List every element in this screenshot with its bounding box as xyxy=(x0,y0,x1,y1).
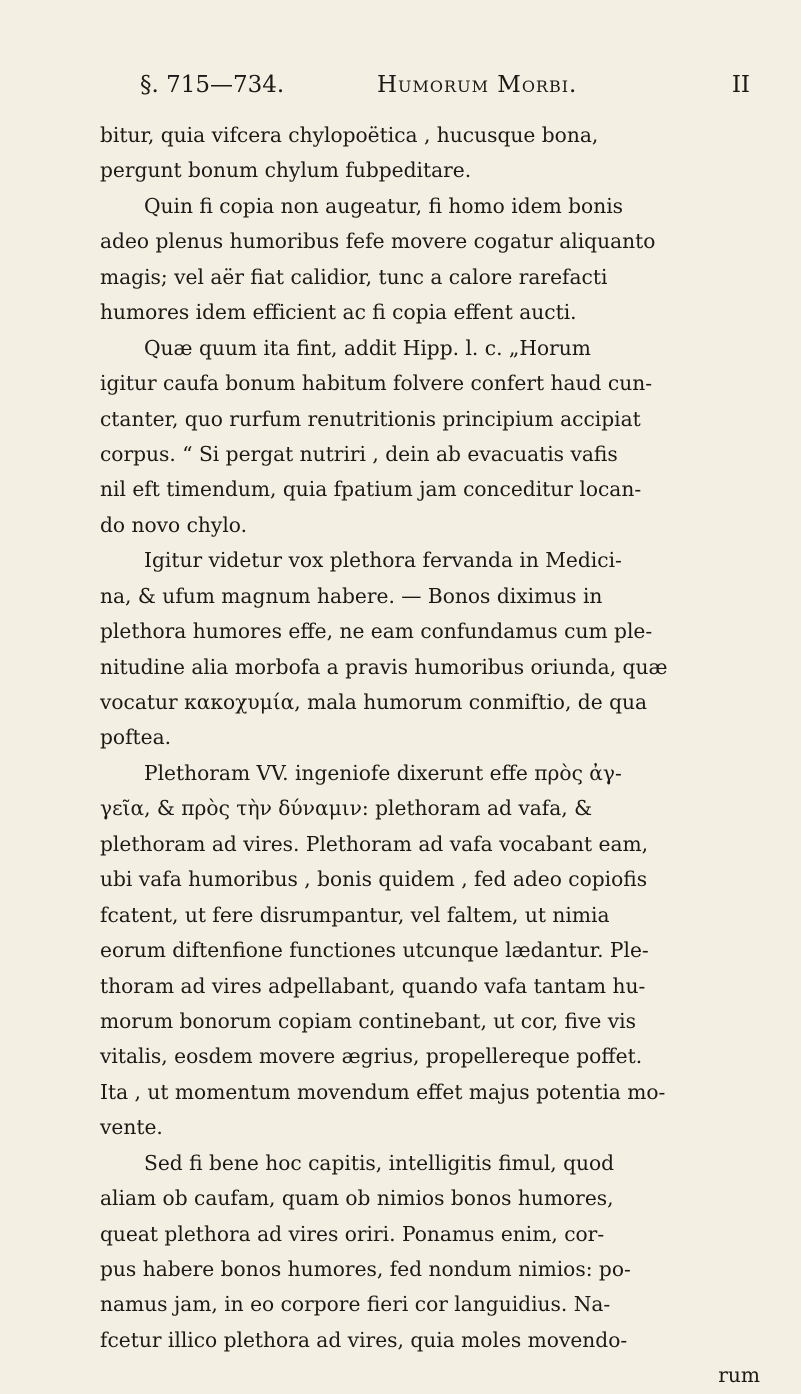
catchword: rum xyxy=(718,1363,760,1388)
text-line: nitudine alia morbofa a pravis humoribus oriunda, quæ xyxy=(100,654,668,679)
text-line: do novo chylo. xyxy=(100,512,248,537)
text-line: queat plethora ad vires oriri. Ponamus enim, cor- xyxy=(100,1221,605,1246)
text-line: plethora humores effe, ne eam confundamus cum ple- xyxy=(100,619,653,644)
text-line: γεῖα, & πρὸς τὴν δύναμιν: plethoram ad vafa, & xyxy=(100,796,593,821)
text-line: igitur caufa bonum habitum folvere confert haud cun- xyxy=(100,371,653,396)
text-line: humores idem efficient ac fi copia effent aucti. xyxy=(100,300,577,325)
text-line: vocatur κακοχυμία, mala humorum conmiftio, de qua xyxy=(100,690,648,714)
text-line: ctanter, quo rurfum renutritionis principium accipiat xyxy=(100,406,641,431)
text-line: Igitur videtur vox plethora fervanda in Medici- xyxy=(144,548,622,573)
body-text xyxy=(100,118,772,1394)
section-range: §. 715—734. xyxy=(140,72,285,98)
text-line: pergunt bonum chylum fubpeditare. xyxy=(100,158,472,183)
text-line: thoram ad vires adpellabant, quando vafa tantam hu- xyxy=(100,973,646,998)
text-line: vitalis, eosdem movere ægrius, propellereque poffet. xyxy=(100,1044,643,1069)
text-line: corpus. “ Si pergat nutriri , dein ab evacuatis vafis xyxy=(100,441,618,466)
text-line: aliam ob caufam, quam ob nimios bonos humores, xyxy=(100,1186,614,1211)
page-number: II xyxy=(731,72,750,98)
text-line: morum bonorum copiam continebant, ut cor, five vis xyxy=(100,1008,636,1033)
text-line: ubi vafa humoribus , bonis quidem , fed adeo copiofis xyxy=(100,867,648,892)
text-line: Quæ quum ita fint, addit Hipp. l. c. „Horum xyxy=(144,335,591,360)
text-line: Sed fi bene hoc capitis, intelligitis fimul, quod xyxy=(144,1150,615,1175)
running-header xyxy=(140,72,750,106)
text-line: vente. xyxy=(100,1115,163,1140)
text-line: fcetur illico plethora ad vires, quia moles movendo- xyxy=(100,1327,628,1352)
text-line: poftea. xyxy=(100,725,172,750)
text-line: pus habere bonos humores, fed nondum nimios: po- xyxy=(100,1257,631,1281)
text-line: Quin fi copia non augeatur, fi homo idem bonis xyxy=(144,193,624,218)
text-line: bitur, quia vifcera chylopoëtica , hucusque bona, xyxy=(100,123,599,147)
text-line: na, & ufum magnum habere. — Bonos diximus in xyxy=(100,583,603,608)
text-line: adeo plenus humoribus fefe movere cogatur aliquanto xyxy=(100,229,656,254)
text-line: fcatent, ut fere disrumpantur, vel faltem, ut nimia xyxy=(100,902,610,927)
text-line: eorum diftenfione functiones utcunque lædantur. Ple- xyxy=(100,938,649,963)
text-line: nil eft timendum, quia fpatium jam conceditur locan- xyxy=(100,477,642,502)
text-line: plethoram ad vires. Plethoram ad vafa vocabant eam, xyxy=(100,831,649,856)
running-title: Humorum Morbi. xyxy=(377,72,578,98)
text-line: magis; vel aër fiat calidior, tunc a calore rarefacti xyxy=(100,264,608,289)
text-line: namus jam, in eo corpore fieri cor languidius. Na- xyxy=(100,1292,611,1317)
text-line: Plethoram VV. ingeniofe dixerunt effe πρὸς ἀγ- xyxy=(144,760,622,785)
text-line: Ita , ut momentum movendum effet majus potentia mo- xyxy=(100,1079,666,1104)
